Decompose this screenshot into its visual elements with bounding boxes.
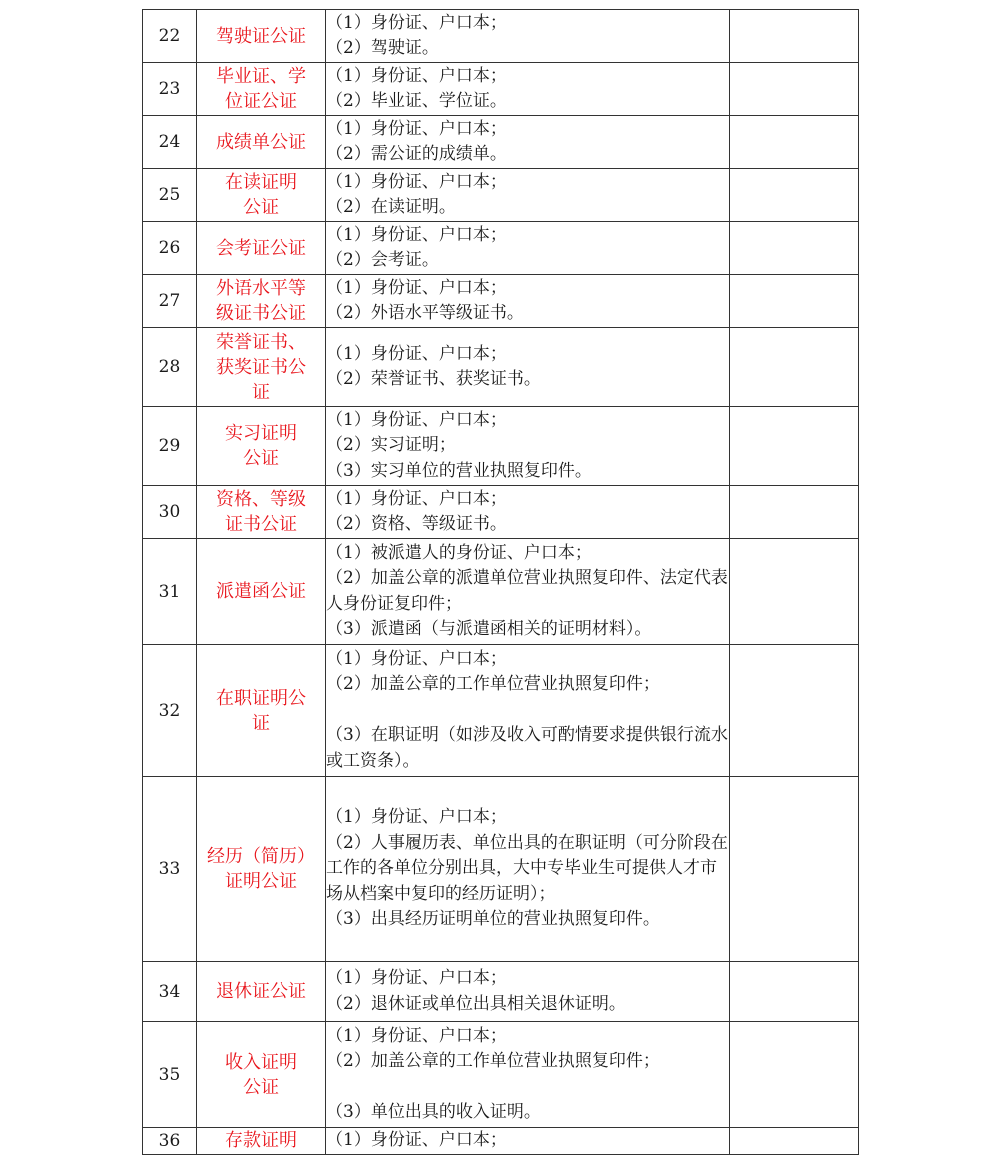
- required-materials: [326, 116, 730, 169]
- row-number: 22: [143, 10, 197, 63]
- table-row: [143, 962, 859, 1022]
- item-name-line: 经历（简历）: [207, 846, 315, 867]
- notarization-item-name: [197, 777, 326, 962]
- notarization-item-name: [197, 116, 326, 169]
- table-row: [143, 328, 859, 407]
- required-materials: [326, 222, 730, 275]
- material-line: （1）身份证、户口本；: [326, 968, 507, 988]
- item-name-line: 在读证明: [225, 172, 297, 193]
- material-line: （1）身份证、户口本；: [326, 118, 507, 139]
- required-materials: [326, 407, 730, 486]
- material-line: （1）身份证、户口本；: [326, 1130, 507, 1150]
- item-name-line: 证书公证: [225, 514, 297, 535]
- notarization-item-name: [197, 486, 326, 539]
- material-line: （2）在读证明。: [326, 197, 456, 217]
- row-number: 26: [143, 222, 197, 275]
- item-name-line: 存款证明: [225, 1130, 297, 1152]
- remarks-cell: [730, 116, 859, 169]
- material-line: （2）人事履历表、单位出具的在职证明（可分阶段在工作的各单位分别出具，大中专毕业生可提供人才市场从档案中复印的经历证明）；: [326, 832, 728, 904]
- notarization-item-name: [197, 10, 326, 63]
- required-materials: [326, 328, 730, 407]
- item-name-line: 退休证公证: [216, 981, 306, 1002]
- item-name-line: 成绩单公证: [216, 131, 306, 153]
- item-name-line: 级证书公证: [216, 303, 306, 324]
- required-materials: [326, 962, 730, 1022]
- material-line: （1）身份证、户口本；: [326, 12, 507, 33]
- material-line: [326, 698, 729, 724]
- remarks-cell: [730, 275, 859, 328]
- notarization-item-name: [197, 407, 326, 486]
- table-row: [143, 486, 859, 539]
- row-number: 34: [143, 962, 197, 1022]
- row-number: 25: [143, 169, 197, 222]
- material-line: （1）身份证、户口本；: [326, 409, 507, 430]
- notarization-item-name: [197, 1128, 326, 1155]
- notarization-item-name: [197, 222, 326, 275]
- table-row: [143, 222, 859, 275]
- item-name-line: 收入证明: [225, 1051, 297, 1073]
- remarks-cell: [730, 169, 859, 222]
- material-line: （3）单位出具的收入证明。: [326, 1102, 541, 1122]
- notarization-requirements-table: [142, 9, 859, 1155]
- remarks-cell: [730, 1022, 859, 1128]
- material-line: （1）身份证、户口本；: [326, 1025, 507, 1046]
- material-line: （1）身份证、户口本；: [326, 648, 507, 669]
- material-line: （2）加盖公章的派遣单位营业执照复印件、法定代表人身份证复印件；: [326, 568, 728, 614]
- required-materials: [326, 645, 730, 777]
- item-name-line: 荣誉证书、: [216, 331, 306, 353]
- item-name-line: 驾驶证公证: [216, 25, 306, 47]
- material-line: （2）资格、等级证书。: [326, 514, 507, 534]
- remarks-cell: [730, 645, 859, 777]
- notarization-item-name: [197, 962, 326, 1022]
- material-line: （1）身份证、户口本；: [326, 65, 507, 86]
- remarks-cell: [730, 328, 859, 407]
- item-name-line: 派遣函公证: [216, 581, 306, 602]
- table-row: [143, 539, 859, 645]
- material-line: （3）实习单位的营业执照复印件。: [326, 460, 592, 481]
- material-line: （2）外语水平等级证书。: [326, 303, 524, 323]
- material-line: （2）加盖公章的工作单位营业执照复印件；: [326, 1051, 660, 1071]
- material-line: （3）出具经历证明单位的营业执照复印件。: [326, 909, 660, 930]
- remarks-cell: [730, 63, 859, 116]
- required-materials: [326, 539, 730, 645]
- material-line: （3）派遣函（与派遣函相关的证明材料）。: [326, 619, 652, 639]
- remarks-cell: [730, 222, 859, 275]
- material-line: （1）身份证、户口本；: [326, 807, 507, 828]
- row-number: 36: [143, 1128, 197, 1155]
- item-name-line: 毕业证、学: [216, 66, 306, 87]
- notarization-item-name: [197, 539, 326, 645]
- material-line: （1）身份证、户口本；: [326, 343, 507, 364]
- row-number: 28: [143, 328, 197, 407]
- notarization-item-name: [197, 169, 326, 222]
- table-body: [143, 10, 859, 1155]
- row-number: 29: [143, 407, 197, 486]
- item-name-line: 会考证公证: [216, 237, 306, 259]
- item-name-line: 证: [252, 381, 270, 403]
- remarks-cell: [730, 539, 859, 645]
- row-number: 27: [143, 275, 197, 328]
- item-name-line: 在职证明公: [216, 687, 306, 709]
- notarization-item-name: [197, 1022, 326, 1128]
- notarization-item-name: [197, 645, 326, 777]
- material-line: （2）荣誉证书、获奖证书。: [326, 369, 541, 389]
- required-materials: [326, 777, 730, 962]
- material-line: （2）退休证或单位出具相关退休证明。: [326, 993, 626, 1014]
- table-row: [143, 645, 859, 777]
- material-line: （2）需公证的成绩单。: [326, 144, 507, 164]
- required-materials: [326, 1128, 730, 1155]
- material-line: （2）实习证明；: [326, 435, 456, 456]
- item-name-line: 公证: [243, 448, 279, 469]
- required-materials: [326, 486, 730, 539]
- table-row: [143, 1022, 859, 1128]
- required-materials: [326, 1022, 730, 1128]
- remarks-cell: [730, 1128, 859, 1155]
- required-materials: [326, 63, 730, 116]
- required-materials: [326, 169, 730, 222]
- row-number: 30: [143, 486, 197, 539]
- notarization-item-name: [197, 63, 326, 116]
- table-row: [143, 407, 859, 486]
- item-name-line: 证明公证: [225, 871, 297, 892]
- table-row: [143, 116, 859, 169]
- material-line: （1）身份证、户口本；: [326, 277, 507, 298]
- required-materials: [326, 275, 730, 328]
- remarks-cell: [730, 962, 859, 1022]
- item-name-line: 资格、等级: [216, 489, 306, 510]
- table-row: [143, 777, 859, 962]
- table-row: [143, 10, 859, 63]
- notarization-item-name: [197, 275, 326, 328]
- material-line: （2）加盖公章的工作单位营业执照复印件；: [326, 674, 660, 695]
- row-number: 31: [143, 539, 197, 645]
- row-number: 32: [143, 645, 197, 777]
- table-row: [143, 169, 859, 222]
- remarks-cell: [730, 10, 859, 63]
- material-line: （3）在职证明（如涉及收入可酌情要求提供银行流水或工资条）。: [326, 725, 728, 771]
- item-name-line: 证: [252, 712, 270, 734]
- row-number: 33: [143, 777, 197, 962]
- material-line: （2）毕业证、学位证。: [326, 91, 507, 111]
- item-name-line: 外语水平等: [216, 278, 306, 299]
- notarization-item-name: [197, 328, 326, 407]
- item-name-line: 获奖证书公: [216, 356, 306, 378]
- table-row: [143, 63, 859, 116]
- page-bottom-edge: [0, 1157, 1000, 1164]
- material-line: （1）被派遣人的身份证、户口本；: [326, 542, 592, 563]
- item-name-line: 公证: [243, 197, 279, 218]
- material-line: [326, 1075, 729, 1101]
- material-line: （1）身份证、户口本；: [326, 488, 507, 509]
- remarks-cell: [730, 407, 859, 486]
- row-number: 23: [143, 63, 197, 116]
- row-number: 35: [143, 1022, 197, 1128]
- table-row: [143, 275, 859, 328]
- item-name-line: 实习证明: [225, 423, 297, 444]
- remarks-cell: [730, 486, 859, 539]
- required-materials: [326, 10, 730, 63]
- material-line: （2）会考证。: [326, 250, 439, 270]
- material-line: （1）身份证、户口本；: [326, 171, 507, 192]
- item-name-line: 位证公证: [225, 91, 297, 112]
- row-number: 24: [143, 116, 197, 169]
- remarks-cell: [730, 777, 859, 962]
- material-line: （2）驾驶证。: [326, 38, 439, 58]
- material-line: （1）身份证、户口本；: [326, 224, 507, 245]
- item-name-line: 公证: [243, 1076, 279, 1098]
- table-row: [143, 1128, 859, 1155]
